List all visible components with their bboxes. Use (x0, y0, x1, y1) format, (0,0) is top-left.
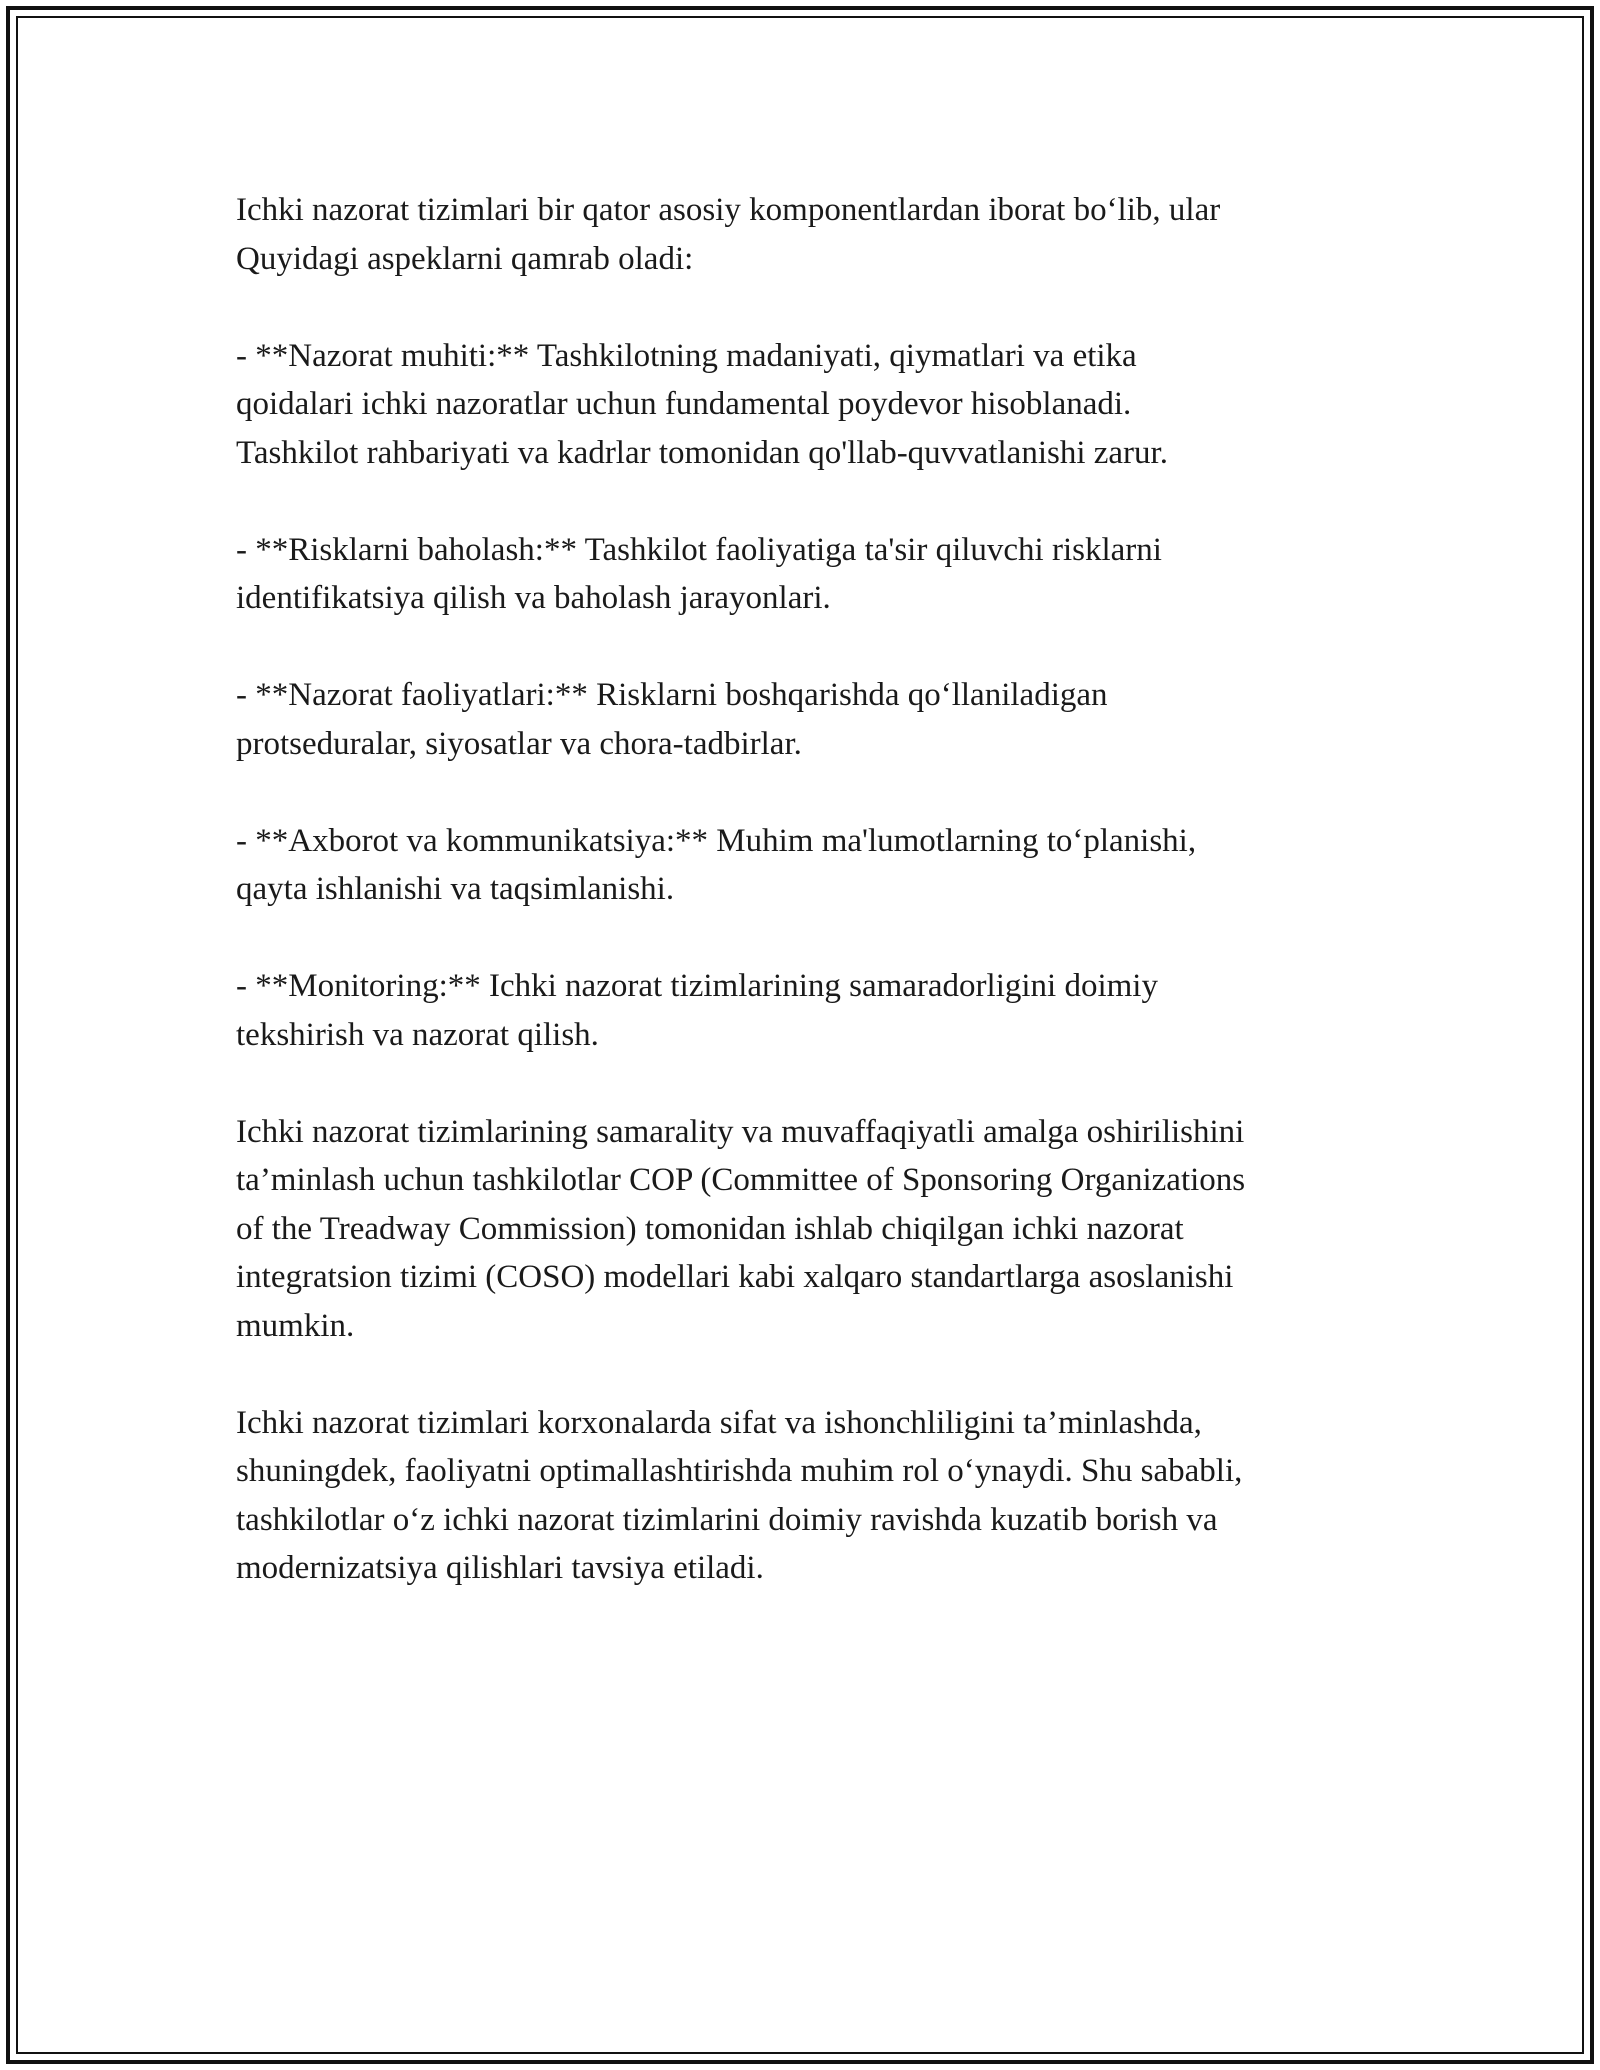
coso-paragraph: Ichki nazorat tizimlarining samarality va muvaffaqiyatli amalga oshirilishini ta’minlash uchun tashkilotlar COP (Committee of Sponsoring Organizations of the Treadway Commission) tomonidan ishlab chiqilgan ichki nazorat integratsion tizimi (COSO) modellari kabi xalqaro standartlarga asoslanishi mumkin. (236, 1113, 1246, 1344)
intro-paragraph: Ichki nazorat tizimlari bir qator asosiy komponentlardan iborat bo‘lib, ular Quyidagi aspeklarni qamrab oladi: (236, 192, 1221, 277)
document-body (236, 186, 1366, 1593)
list-item-information-communication: - **Axborot va kommunikatsiya:** Muhim ma'lumotlarning to‘planishi, qayta ishlanishi va taqsimlanishi. (236, 822, 1197, 907)
list-item-control-activities: - **Nazorat faoliyatlari:** Risklarni boshqarishda qo‘llaniladigan protseduralar, siyosatlar va chora-tadbirlar. (236, 677, 1108, 762)
list-item-monitoring: - **Monitoring:** Ichki nazorat tizimlarining samaradorligini doimiy tekshirish va nazorat qilish. (236, 968, 1158, 1053)
list-item-risk-assessment: - **Risklarni baholash:** Tashkilot faoliyatiga ta'sir qiluvchi risklarni identifikatsiya qilish va baholash jarayonlari. (236, 531, 1162, 616)
conclusion-paragraph: Ichki nazorat tizimlari korxonalarda sifat va ishonchliligini ta’minlashda, shuningdek, faoliyatni optimallashtirishda muhim rol o‘ynaydi. Shu sababli, tashkilotlar o‘z ichki nazorat tizimlarini doimiy ravishda kuzatib borish va modernizatsiya qilishlari tavsiya etiladi. (236, 1404, 1243, 1586)
list-item-control-environment: - **Nazorat muhiti:** Tashkilotning madaniyati, qiymatlari va etika qoidalari ichki nazoratlar uchun fundamental poydevor hisoblanadi. Tashkilot rahbariyati va kadrlar tomonidan qo'llab-quvvatlanishi zarur. (236, 337, 1168, 471)
